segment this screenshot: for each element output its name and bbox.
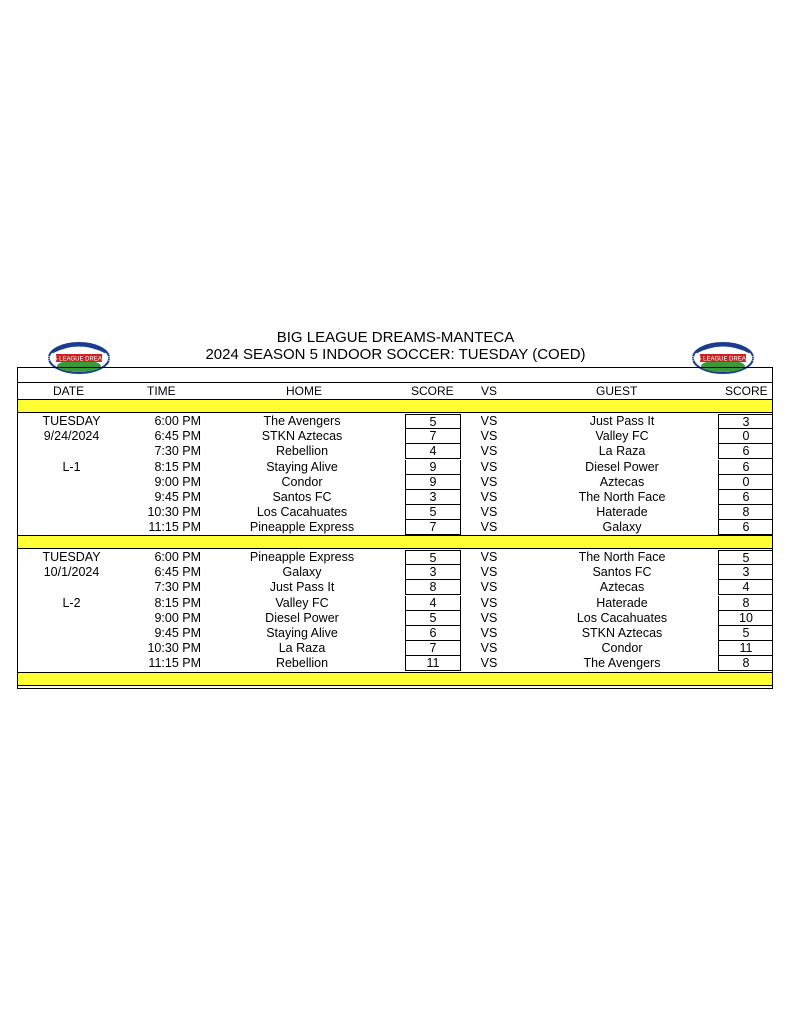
home-team-cell: Pineapple Express <box>249 520 355 535</box>
vs-cell: VS <box>480 565 498 580</box>
column-header-row <box>17 383 773 399</box>
time-cell: 9:45 PM <box>154 490 201 504</box>
date-cell <box>29 626 114 641</box>
guest-score-cell: 8 <box>718 596 773 611</box>
home-team-cell: Rebellion <box>275 656 329 671</box>
time-cell: 8:15 PM <box>154 595 201 610</box>
home-team-cell: Condor <box>281 474 323 489</box>
home-score-cell: 6 <box>405 626 461 641</box>
vs-cell: VS <box>480 550 498 564</box>
table-row <box>17 429 773 444</box>
home-score-cell: 8 <box>405 580 461 595</box>
guest-team-cell: Haterade <box>596 505 648 520</box>
home-score-cell: 7 <box>405 641 461 656</box>
home-team-cell: Santos FC <box>272 490 332 504</box>
date-cell <box>29 505 114 520</box>
table-row <box>17 444 773 459</box>
vs-cell: VS <box>480 656 498 671</box>
guest-score-cell: 5 <box>718 626 773 641</box>
guest-score-cell: 6 <box>718 520 773 535</box>
guest-score-cell: 3 <box>718 565 773 580</box>
guest-team-cell: Valley FC <box>595 429 649 444</box>
home-score-cell: 4 <box>405 444 461 459</box>
home-team-cell: The Avengers <box>263 414 341 428</box>
page-subtitle: 2024 SEASON 5 INDOOR SOCCER: TUESDAY (COED) <box>205 346 586 363</box>
home-score-cell: 3 <box>405 565 461 580</box>
guest-team-cell: Los Cacahuates <box>576 610 668 625</box>
vs-cell: VS <box>480 641 498 656</box>
table-row <box>17 490 773 505</box>
col-home: HOME <box>286 384 322 398</box>
guest-team-cell: Haterade <box>596 595 648 610</box>
guest-team-cell: Aztecas <box>599 580 645 595</box>
date-cell <box>29 641 114 656</box>
guest-score-cell: 6 <box>718 490 773 505</box>
guest-score-cell: 5 <box>718 550 773 565</box>
table-row <box>17 580 773 595</box>
guest-score-cell: 0 <box>718 475 773 490</box>
table-row <box>17 656 773 671</box>
home-score-cell: 7 <box>405 520 461 535</box>
home-score-cell: 4 <box>405 596 461 611</box>
table-row <box>17 641 773 656</box>
home-score-cell: 5 <box>405 414 461 429</box>
table-row <box>17 414 773 429</box>
table-row <box>17 626 773 641</box>
vs-cell: VS <box>480 595 498 610</box>
time-cell: 11:15 PM <box>148 656 201 671</box>
home-team-cell: Just Pass It <box>269 580 335 595</box>
table-row <box>17 475 773 490</box>
week-separator-band <box>18 672 772 686</box>
date-cell <box>29 580 114 595</box>
time-cell: 7:30 PM <box>154 444 201 459</box>
guest-team-cell: Just Pass It <box>589 414 655 428</box>
date-cell <box>29 656 114 671</box>
guest-score-cell: 10 <box>718 611 773 626</box>
table-row <box>17 520 773 535</box>
table-row <box>17 550 773 565</box>
date-cell <box>29 475 114 490</box>
time-cell: 6:00 PM <box>154 414 201 428</box>
table-row <box>17 505 773 520</box>
home-team-cell: La Raza <box>278 641 326 656</box>
home-score-cell: 9 <box>405 460 461 475</box>
guest-score-cell: 3 <box>718 414 773 429</box>
table-row <box>17 460 773 475</box>
page-title: BIG LEAGUE DREAMS-MANTECA <box>276 329 515 346</box>
guest-score-cell: 6 <box>718 444 773 459</box>
guest-score-cell: 11 <box>718 641 773 656</box>
home-score-cell: 9 <box>405 475 461 490</box>
time-cell: 8:15 PM <box>154 459 201 474</box>
vs-cell: VS <box>480 490 498 504</box>
guest-team-cell: The Avengers <box>583 656 661 671</box>
time-cell: 9:45 PM <box>154 626 201 640</box>
svg-text:BIG LEAGUE DREAMS: BIG LEAGUE DREAMS <box>47 356 111 363</box>
vs-cell: VS <box>480 610 498 625</box>
date-cell <box>29 520 114 535</box>
guest-team-cell: Condor <box>601 641 643 656</box>
vs-cell: VS <box>480 520 498 535</box>
home-score-cell: 11 <box>405 656 461 671</box>
col-date: DATE <box>53 384 85 398</box>
vs-cell: VS <box>480 459 498 474</box>
date-cell: 9/24/2024 <box>43 429 100 444</box>
vs-cell: VS <box>480 580 498 595</box>
time-cell: 11:15 PM <box>148 520 201 535</box>
time-cell: 6:45 PM <box>154 429 201 444</box>
home-team-cell: Rebellion <box>275 444 329 459</box>
guest-team-cell: Santos FC <box>592 565 652 580</box>
time-cell: 10:30 PM <box>147 641 201 656</box>
home-score-cell: 5 <box>405 611 461 626</box>
guest-score-cell: 4 <box>718 580 773 595</box>
date-cell: TUESDAY <box>42 550 101 564</box>
vs-cell: VS <box>480 414 498 428</box>
home-score-cell: 7 <box>405 429 461 444</box>
guest-team-cell: Aztecas <box>599 474 645 489</box>
vs-cell: VS <box>480 444 498 459</box>
time-cell: 6:45 PM <box>154 565 201 580</box>
table-top-rule <box>18 368 772 383</box>
table-row <box>17 596 773 611</box>
table-row <box>17 611 773 626</box>
week-separator-band <box>18 535 772 549</box>
guest-team-cell: The North Face <box>578 550 666 564</box>
date-cell <box>29 490 114 505</box>
date-cell <box>29 611 114 626</box>
date-cell: 10/1/2024 <box>43 565 100 580</box>
guest-score-cell: 8 <box>718 505 773 520</box>
table-row <box>17 565 773 580</box>
col-time: TIME <box>147 384 176 398</box>
vs-cell: VS <box>480 429 498 444</box>
vs-cell: VS <box>480 474 498 489</box>
date-cell: TUESDAY <box>42 414 101 428</box>
time-cell: 10:30 PM <box>147 505 201 520</box>
date-cell: L-2 <box>62 595 81 610</box>
col-guest: GUEST <box>596 384 638 398</box>
time-cell: 6:00 PM <box>154 550 201 564</box>
home-team-cell: Staying Alive <box>266 626 338 640</box>
vs-cell: VS <box>480 505 498 520</box>
svg-text:BIG LEAGUE DREAMS: BIG LEAGUE DREAMS <box>691 356 755 363</box>
guest-team-cell: Diesel Power <box>585 459 659 474</box>
vs-cell: VS <box>480 626 498 640</box>
home-team-cell: Galaxy <box>282 565 322 580</box>
home-team-cell: Pineapple Express <box>249 550 355 564</box>
col-home-score: SCORE <box>411 384 454 398</box>
home-team-cell: Valley FC <box>275 595 329 610</box>
guest-score-cell: 8 <box>718 656 773 671</box>
home-team-cell: Los Cacahuates <box>256 505 348 520</box>
guest-team-cell: STKN Aztecas <box>581 626 663 640</box>
guest-score-cell: 0 <box>718 429 773 444</box>
time-cell: 7:30 PM <box>154 580 201 595</box>
guest-team-cell: Galaxy <box>602 520 642 535</box>
col-guest-score: SCORE <box>725 384 768 398</box>
home-score-cell: 5 <box>405 505 461 520</box>
week-separator-band <box>18 399 772 413</box>
col-vs: VS <box>481 384 498 398</box>
time-cell: 9:00 PM <box>154 610 201 625</box>
guest-score-cell: 6 <box>718 460 773 475</box>
home-team-cell: Staying Alive <box>266 459 338 474</box>
date-cell: L-1 <box>62 459 81 474</box>
home-score-cell: 3 <box>405 490 461 505</box>
home-team-cell: STKN Aztecas <box>261 429 343 444</box>
guest-team-cell: La Raza <box>598 444 646 459</box>
time-cell: 9:00 PM <box>154 474 201 489</box>
guest-team-cell: The North Face <box>578 490 666 504</box>
home-score-cell: 5 <box>405 550 461 565</box>
date-cell <box>29 444 114 459</box>
home-team-cell: Diesel Power <box>265 610 339 625</box>
